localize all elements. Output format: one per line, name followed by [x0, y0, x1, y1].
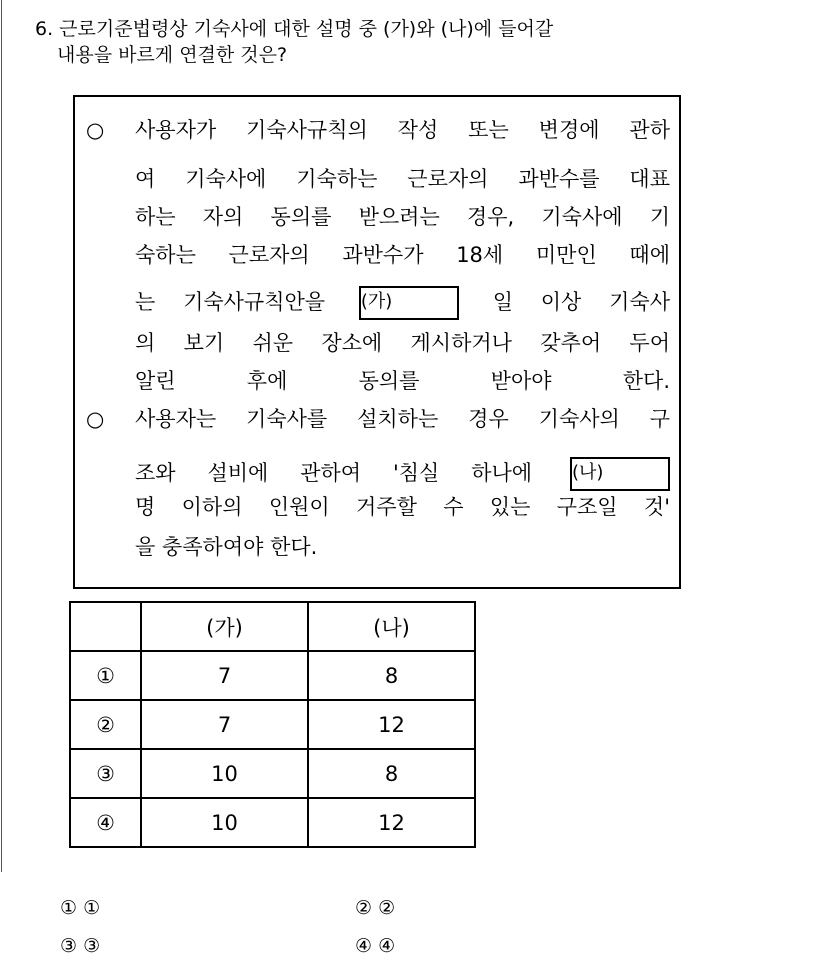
- table-row: [70, 749, 475, 798]
- passage-line-blank-ga: [135, 286, 670, 320]
- table-cell: 12: [308, 798, 475, 847]
- table-cell: ①: [70, 651, 141, 700]
- table-cell: 8: [308, 651, 475, 700]
- table-cell: 7: [141, 700, 308, 749]
- passage-text: 일 이상 기숙사: [492, 290, 670, 314]
- table-cell: ③: [70, 749, 141, 798]
- table-row: [70, 798, 475, 847]
- option-1[interactable]: ① ①: [60, 897, 101, 919]
- option-4[interactable]: ④ ④: [355, 935, 396, 957]
- header-cell: [70, 602, 141, 651]
- table-header: [70, 602, 475, 651]
- bullet-2: ○: [86, 407, 105, 431]
- blank-na: (나): [570, 457, 670, 491]
- table-cell: 7: [141, 651, 308, 700]
- passage-line: 사용자는 기숙사를 설치하는 경우 기숙사의 구: [135, 407, 670, 431]
- option-2[interactable]: ② ②: [355, 897, 396, 919]
- margin-line: [1, 0, 2, 872]
- passage-text: 조와 설비에 관하여 '침실 하나에: [135, 461, 533, 485]
- header-cell: (나): [308, 602, 475, 651]
- passage-line-blank-na: [135, 457, 670, 491]
- passage-line: 숙하는 근로자의 과반수가 18세 미만인 때에: [135, 243, 670, 267]
- table-cell: 10: [141, 798, 308, 847]
- passage-line: 명 이하의 인원이 거주할 수 있는 구조일 것': [135, 495, 670, 519]
- question-line-1: 6. 근로기준법령상 기숙사에 대한 설명 중 (가)와 (나)에 들어갈: [35, 18, 554, 40]
- header-cell: (가): [141, 602, 308, 651]
- answer-table: [69, 601, 476, 848]
- passage-text: 는 기숙사규칙안을: [135, 290, 326, 314]
- passage-line: 을 충족하여야 한다.: [135, 535, 318, 559]
- table-row: [70, 651, 475, 700]
- table-cell: 8: [308, 749, 475, 798]
- table-cell: ②: [70, 700, 141, 749]
- table-cell: 12: [308, 700, 475, 749]
- passage-line: 알린 후에 동의를 받아야 한다.: [135, 369, 670, 393]
- bullet-1: ○: [86, 118, 105, 142]
- passage-line: 의 보기 쉬운 장소에 게시하거나 갖추어 두어: [135, 331, 670, 355]
- passage-line: 여 기숙사에 기숙하는 근로자의 과반수를 대표: [135, 167, 670, 191]
- passage-line: 하는 자의 동의를 받으려는 경우, 기숙사에 기: [135, 205, 670, 229]
- table-row: [70, 700, 475, 749]
- blank-ga: (가): [359, 286, 459, 320]
- table-cell: ④: [70, 798, 141, 847]
- question-line-2: 내용을 바르게 연결한 것은?: [57, 44, 288, 66]
- option-3[interactable]: ③ ③: [60, 935, 101, 957]
- passage-line: 사용자가 기숙사규칙의 작성 또는 변경에 관하: [135, 118, 670, 142]
- table-cell: 10: [141, 749, 308, 798]
